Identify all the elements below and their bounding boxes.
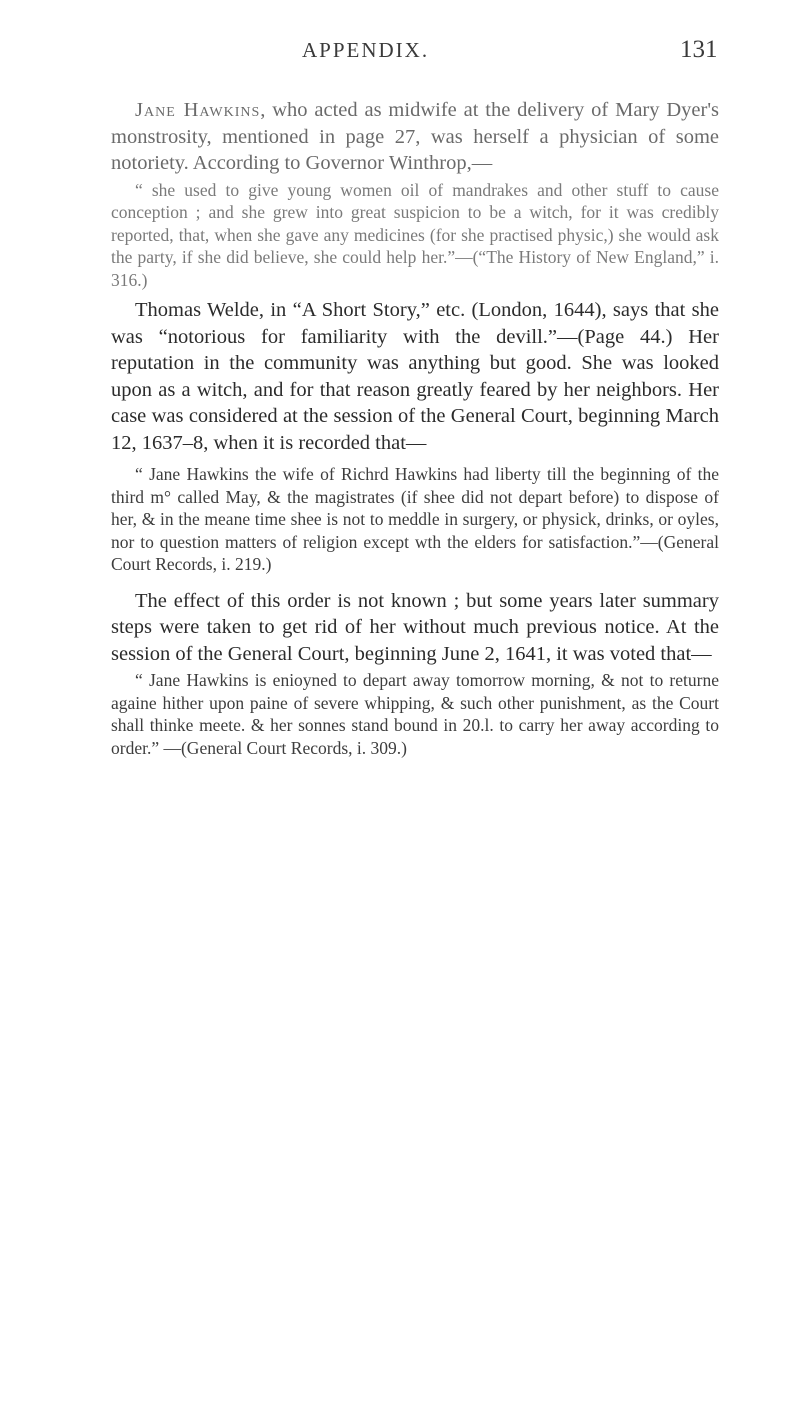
page-number: 131 bbox=[680, 36, 718, 63]
paragraph-jane-hawkins-intro bbox=[111, 97, 719, 177]
paragraph-text: , who acted as midwife at the delivery of Mary Dyer's monstrosity, mentioned in page 27, was herself a physician of some notoriety. According to Governor Winthrop,— bbox=[111, 99, 719, 174]
paragraph-effect-of-order: The effect of this order is not known ; but some years later summary steps were taken to get rid of her without much previous notice. At the session of the General Court, beginning June 2, 1641, it was voted that— bbox=[111, 589, 719, 665]
page-header bbox=[0, 38, 801, 68]
name-small-caps: Jane Hawkins bbox=[135, 99, 261, 121]
quote-court-records-1637: “ Jane Hawkins the wife of Richrd Hawkins had liberty till the beginning of the third m° called May, & the magistrates (if shee did not depart before) to dispose of her, & in the meane time shee is not to meddle in surgery, or physick, drinks, or oyles, nor to question matters of religion except wth the elders for satisfaction.”—(General Court Records, i. 219.) bbox=[111, 464, 719, 574]
quote-winthrop: “ she used to give young women oil of mandrakes and other stuff to cause conception ; and she grew into great suspicion to be a witch, for it was credibly reported, that, when she gave any medicines (for she practised physic,) she would ask the party, if she did believe, she could help her.”—(“The History of New England,” i. 316.) bbox=[111, 179, 719, 290]
paragraph-welde: Thomas Welde, in “A Short Story,” etc. (London, 1644), says that she was “notorious for familiarity with the devill.”—(Page 44.) Her reputation in the community was anything but good. She was looked upon as a witch, and for that reason greatly feared by her neighbors. Her case was considered at the session of the General Court, beginning March 12, 1637–8, when it is recorded that— bbox=[111, 299, 719, 454]
body-text bbox=[111, 97, 719, 759]
quote-court-records-1641: “ Jane Hawkins is enioyned to depart away tomorrow morning, & not to returne againe hither upon paine of severe whipping, & such other punishment, as the Court shall thinke meete. & her sonnes stand bound in 20.l. to carry her away according to order.” —(General Court Records, i. 309.) bbox=[111, 670, 719, 758]
running-head: APPENDIX. bbox=[302, 38, 430, 62]
